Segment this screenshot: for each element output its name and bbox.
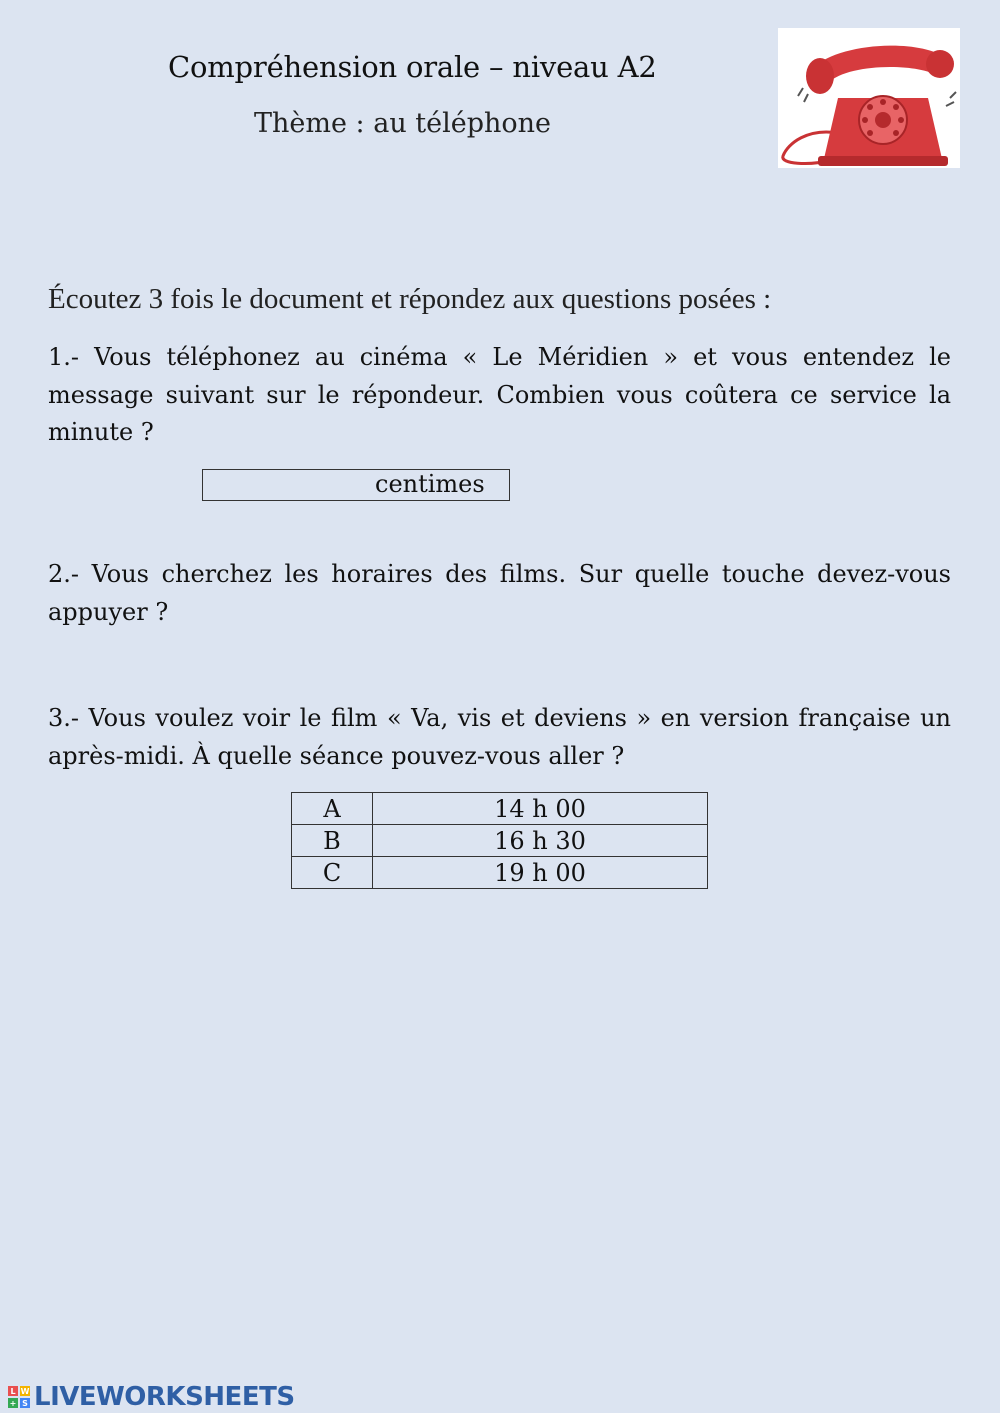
brand-name: LIVEWORKSHEETS: [34, 1382, 295, 1412]
page-subtitle: Thème : au téléphone: [254, 108, 552, 139]
answer-1-unit: centimes: [375, 470, 485, 498]
seance-time: 14 h 00: [373, 793, 708, 825]
table-row[interactable]: [292, 793, 708, 825]
question-2: 2.- Vous cherchez les horaires des films. Sur quelle touche devez-vous appuyer ?: [48, 560, 951, 626]
seance-letter: A: [292, 793, 373, 825]
question-3: 3.- Vous voulez voir le film « Va, vis et deviens » en version française un après-midi. À quelle séance pouvez-vous aller ?: [48, 704, 951, 770]
liveworksheets-logo: [8, 1382, 295, 1412]
seances-table: [291, 792, 708, 889]
table-row[interactable]: [292, 857, 708, 889]
seance-letter: C: [292, 857, 373, 889]
question-1: 1.- Vous téléphonez au cinéma « Le Méridien » et vous entendez le message suivant sur le répondeur. Combien vous coûtera ce service la minute ?: [48, 343, 951, 446]
telephone-icon: [778, 28, 960, 168]
instruction: Écoutez 3 fois le document et répondez aux questions posées :: [48, 283, 772, 315]
logo-letter: +: [9, 1398, 17, 1408]
logo-icon: [8, 1386, 30, 1408]
table-row[interactable]: [292, 825, 708, 857]
logo-letter: W: [20, 1386, 30, 1396]
seance-time: 16 h 30: [373, 825, 708, 857]
seance-letter: B: [292, 825, 373, 857]
seance-time: 19 h 00: [373, 857, 708, 889]
page-title: Compréhension orale – niveau A2: [168, 50, 657, 84]
logo-letter: S: [20, 1398, 30, 1408]
logo-letter: L: [8, 1386, 18, 1396]
